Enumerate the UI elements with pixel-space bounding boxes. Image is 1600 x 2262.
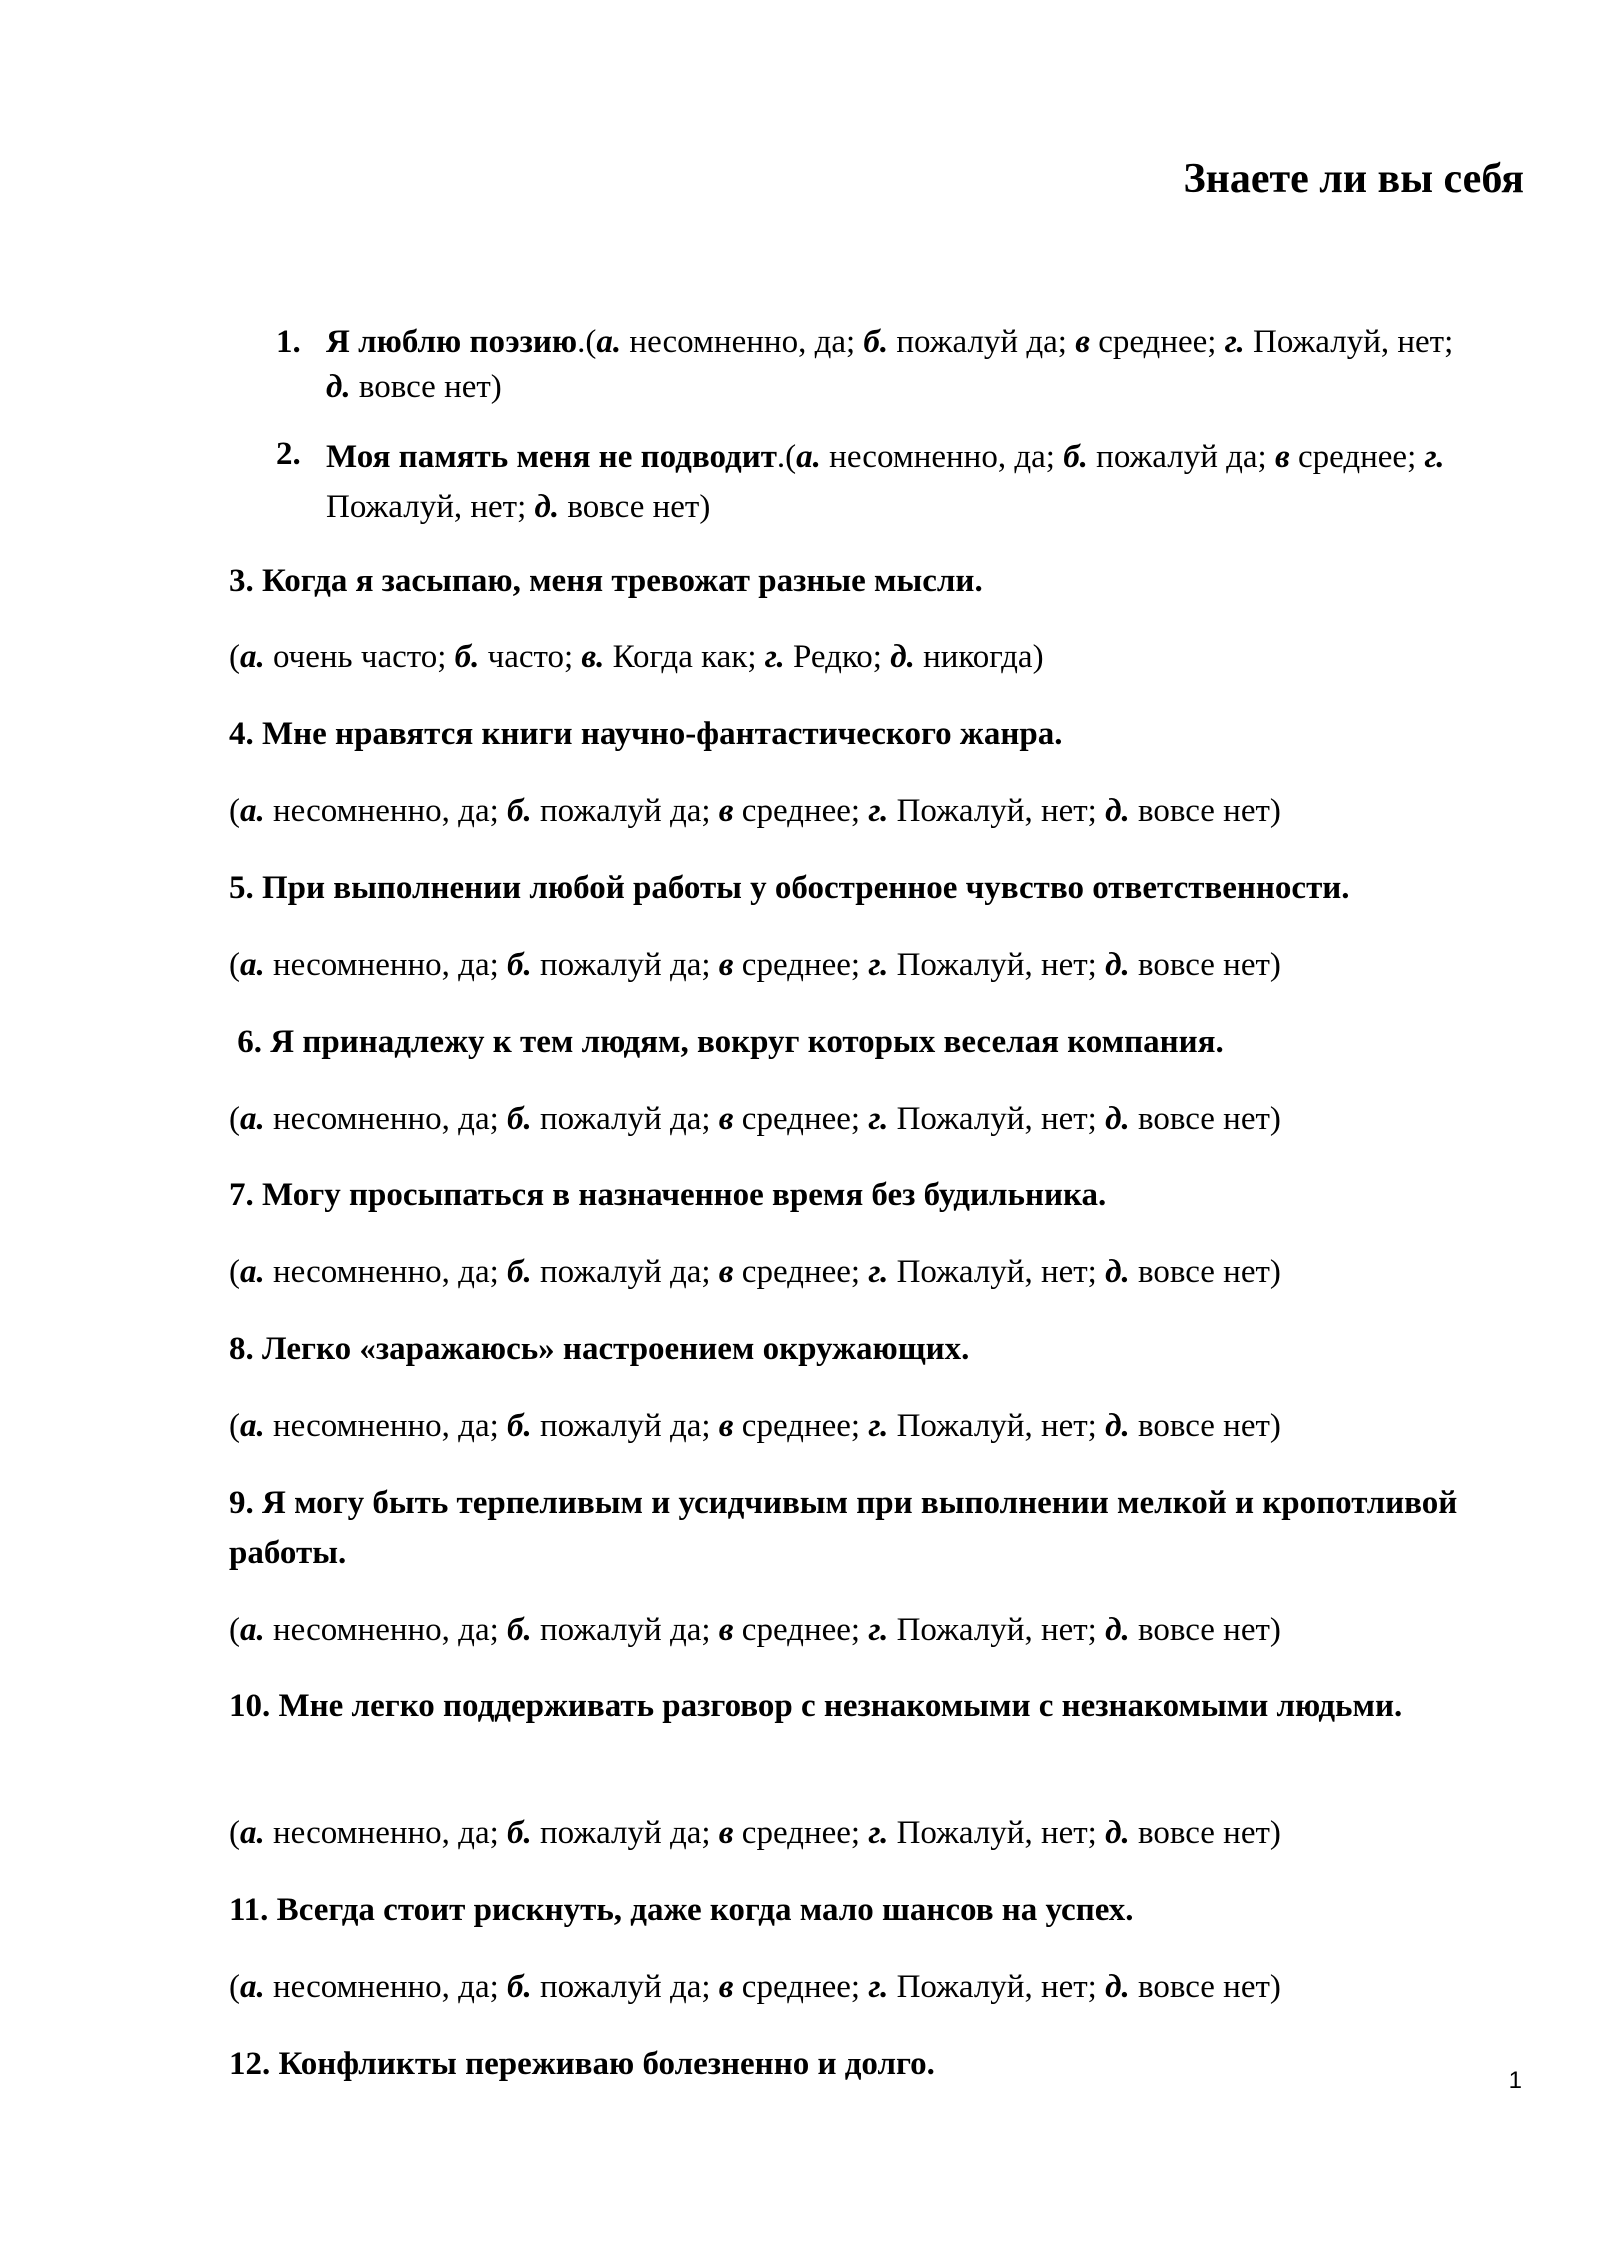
option-v-text: среднее; [733, 947, 869, 983]
option-d-text: вовсе нет) [1129, 1969, 1281, 2005]
option-a-letter: а. [240, 1815, 265, 1851]
question-10: 10. Мне легко поддерживать разговор с незнакомыми с незнакомыми людьми. [229, 1688, 1403, 1724]
option-g-letter: г. [868, 1408, 889, 1444]
option-b-text: пожалуй да; [888, 324, 1076, 360]
option-v-letter: в [1274, 439, 1290, 475]
option-b-letter: б. [507, 947, 532, 983]
option-v-text: Когда как; [604, 639, 765, 675]
option-a-letter: а. [240, 793, 265, 829]
list-item-body [326, 320, 1456, 410]
option-d-letter: д. [1105, 1612, 1130, 1648]
option-a-text: несомненно, да; [820, 439, 1064, 475]
option-b-letter: б. [507, 1408, 532, 1444]
option-a-letter: а. [240, 639, 265, 675]
option-v-letter: в [718, 1101, 734, 1137]
question-5: 5. При выполнении любой работы у обостренное чувство ответственности. [229, 870, 1350, 906]
option-d-letter: д. [1105, 947, 1130, 983]
option-d-text: вовсе нет) [1129, 793, 1281, 829]
option-v-letter: в [718, 1815, 734, 1851]
options-open: ( [785, 439, 797, 475]
option-d-text: вовсе нет) [1129, 1101, 1281, 1137]
answer-options-6 [229, 1094, 1559, 1144]
option-v-text: среднее; [733, 1969, 869, 2005]
option-a-letter: а. [240, 1969, 265, 2005]
question-9: 9. Я могу быть терпеливым и усидчивым при выполнении мелкой и кропотливой работы. [229, 1485, 1458, 1571]
option-g-text: Пожалуй, нет; [888, 1969, 1106, 2005]
question-7: 7. Могу просыпаться в назначенное время без будильника. [229, 1177, 1107, 1213]
option-v-text: среднее; [733, 1101, 869, 1137]
question-4: 4. Мне нравятся книги научно-фантастического жанра. [229, 716, 1063, 752]
option-a-text: несомненно, да; [264, 1408, 508, 1444]
option-b-letter: б. [507, 1101, 532, 1137]
option-g-letter: г. [868, 1612, 889, 1648]
option-d-letter: д. [1105, 1408, 1130, 1444]
option-a-text: очень часто; [264, 639, 455, 675]
list-item-number: 2. [276, 436, 301, 472]
option-v-letter: в [718, 1408, 734, 1444]
options-open: ( [229, 793, 240, 829]
option-b-letter: б. [863, 324, 889, 360]
option-d-text: вовсе нет) [1129, 1254, 1281, 1290]
option-d-text: вовсе нет) [350, 369, 502, 405]
page-number: 1 [1508, 2067, 1522, 2094]
option-b-letter: б. [507, 1815, 532, 1851]
option-a-letter: а. [596, 324, 622, 360]
option-b-text: пожалуй да; [531, 947, 719, 983]
option-d-letter: д. [890, 639, 915, 675]
option-d-letter: д. [1105, 1815, 1130, 1851]
list-item-1 [276, 320, 1456, 410]
option-a-letter: а. [240, 1101, 265, 1137]
option-b-letter: б. [1063, 439, 1088, 475]
option-a-letter: а. [796, 439, 821, 475]
option-v-text: среднее; [733, 1815, 869, 1851]
option-b-text: часто; [479, 639, 582, 675]
option-g-text: Пожалуй, нет; [1244, 324, 1454, 360]
answer-options-4 [229, 786, 1559, 836]
option-v-letter: в [718, 1612, 734, 1648]
question-3: 3. Когда я засыпаю, меня тревожат разные мысли. [229, 563, 983, 599]
list-item-number: 1. [276, 324, 301, 360]
option-b-letter: б. [454, 639, 480, 675]
option-b-text: пожалуй да; [531, 1815, 719, 1851]
option-b-letter: б. [507, 1254, 532, 1290]
option-g-text: Пожалуй, нет; [888, 1254, 1106, 1290]
options-open: ( [229, 1612, 240, 1648]
question-8: 8. Легко «заражаюсь» настроением окружающих. [229, 1331, 970, 1367]
options-open: ( [229, 1101, 240, 1137]
answer-options-7 [229, 1247, 1559, 1297]
option-g-text: Пожалуй, нет; [326, 489, 535, 525]
option-g-text: Пожалуй, нет; [888, 947, 1106, 983]
option-a-letter: а. [240, 1254, 265, 1290]
option-g-text: Пожалуй, нет; [888, 793, 1106, 829]
option-v-letter: в [1075, 324, 1090, 360]
option-b-text: пожалуй да; [1087, 439, 1275, 475]
option-b-text: пожалуй да; [531, 1254, 719, 1290]
option-d-text: никогда) [914, 639, 1044, 675]
option-g-text: Пожалуй, нет; [888, 1101, 1106, 1137]
statement: Моя память меня не подводит [326, 439, 777, 475]
option-v-text: среднее; [733, 1612, 869, 1648]
option-a-text: несомненно, да; [264, 1101, 508, 1137]
option-a-text: несомненно, да; [264, 793, 508, 829]
option-g-text: Пожалуй, нет; [888, 1815, 1106, 1851]
options-open: ( [229, 639, 240, 675]
option-a-text: несомненно, да; [264, 1815, 508, 1851]
page-title: Знаете ли вы себя [1183, 156, 1524, 202]
option-v-letter: в [718, 947, 734, 983]
option-g-letter: г. [868, 1254, 889, 1290]
option-g-letter: г. [868, 1101, 889, 1137]
option-b-text: пожалуй да; [531, 1612, 719, 1648]
option-v-text: среднее; [733, 1254, 869, 1290]
question-11: 11. Всегда стоит рискнуть, даже когда мало шансов на успех. [229, 1892, 1134, 1928]
option-v-text: среднее; [733, 793, 869, 829]
options-open: ( [229, 1254, 240, 1290]
option-d-text: вовсе нет) [1129, 947, 1281, 983]
options-open: ( [229, 947, 240, 983]
statement-dot: . [577, 324, 586, 360]
option-v-text: среднее; [1089, 324, 1225, 360]
option-v-text: среднее; [733, 1408, 869, 1444]
option-d-letter: д. [326, 369, 351, 405]
option-d-letter: д. [1105, 793, 1130, 829]
statement-dot: . [776, 439, 786, 475]
options-open: ( [585, 324, 597, 360]
option-a-letter: а. [240, 1408, 265, 1444]
option-d-text: вовсе нет) [1129, 1408, 1281, 1444]
option-g-letter: г. [1424, 439, 1445, 475]
options-open: ( [229, 1408, 240, 1444]
option-b-letter: б. [507, 1612, 532, 1648]
option-a-text: несомненно, да; [621, 324, 864, 360]
options-open: ( [229, 1815, 240, 1851]
option-v-text: среднее; [1289, 439, 1425, 475]
option-b-letter: б. [507, 1969, 532, 2005]
option-g-letter: г. [868, 793, 889, 829]
option-b-text: пожалуй да; [531, 793, 719, 829]
option-d-letter: д. [1105, 1969, 1130, 2005]
option-a-letter: а. [240, 1612, 265, 1648]
answer-options-11 [229, 1962, 1559, 2012]
list-item-body [326, 432, 1456, 532]
option-d-text: вовсе нет) [1129, 1612, 1281, 1648]
option-d-text: вовсе нет) [1129, 1815, 1281, 1851]
option-g-letter: г. [868, 1969, 889, 2005]
option-b-text: пожалуй да; [531, 1969, 719, 2005]
option-d-text: вовсе нет) [559, 489, 711, 525]
option-v-letter: в. [581, 639, 605, 675]
option-v-letter: в [718, 793, 734, 829]
option-b-text: пожалуй да; [531, 1408, 719, 1444]
option-g-text: Пожалуй, нет; [888, 1408, 1106, 1444]
option-g-letter: г. [764, 639, 785, 675]
option-a-text: несомненно, да; [264, 1612, 508, 1648]
option-a-text: несомненно, да; [264, 1254, 508, 1290]
options-open: ( [229, 1969, 240, 2005]
option-g-letter: г. [1224, 324, 1245, 360]
answer-options-3 [229, 632, 1559, 682]
question-12: 12. Конфликты переживаю болезненно и долго. [229, 2046, 935, 2082]
option-d-letter: д. [534, 489, 560, 525]
option-d-letter: д. [1105, 1254, 1130, 1290]
option-g-text: Редко; [784, 639, 891, 675]
answer-options-5 [229, 940, 1559, 990]
option-g-letter: г. [868, 1815, 889, 1851]
option-a-letter: а. [240, 947, 265, 983]
answer-options-9 [229, 1605, 1559, 1655]
option-a-text: несомненно, да; [264, 1969, 508, 2005]
answer-options-10 [229, 1808, 1559, 1858]
option-d-letter: д. [1105, 1101, 1130, 1137]
answer-options-8 [229, 1401, 1559, 1451]
statement: Я люблю поэзию [326, 324, 578, 360]
question-6: 6. Я принадлежу к тем людям, вокруг которых веселая компания. [229, 1024, 1224, 1060]
option-b-letter: б. [507, 793, 532, 829]
option-v-letter: в [718, 1969, 734, 2005]
option-g-letter: г. [868, 947, 889, 983]
option-b-text: пожалуй да; [531, 1101, 719, 1137]
option-g-text: Пожалуй, нет; [888, 1612, 1106, 1648]
list-item-2 [276, 432, 1456, 532]
option-v-letter: в [718, 1254, 734, 1290]
option-a-text: несомненно, да; [264, 947, 508, 983]
